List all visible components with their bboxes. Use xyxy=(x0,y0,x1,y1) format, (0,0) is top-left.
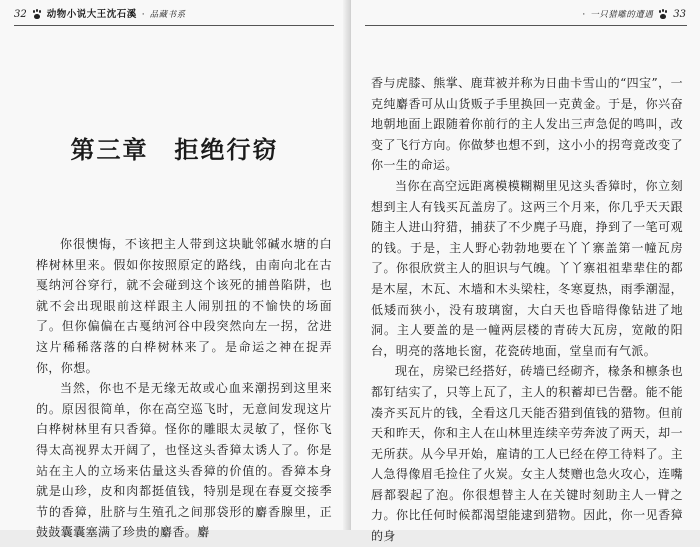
paragraph: 现在，房梁已经搭好，砖墙已经砌齐，椽条和檩条也都钉结实了，只等上瓦了，主人的积蓄却已告罄。能不能凑齐买瓦片的钱，全看这几天能否猎到值钱的猎物。但前天和昨天，你和主人在山林里连续辛劳奔波了两天，却一无所获。从今早开始，雇请的工人已经在停工待料了。主人急得像眉毛捡住了火炭。女主人焚赠也急火攻心，连嘴唇都裂起了泡。你很想替主人在关键时刻助主人一臂之力。你比任何时候都渴望能逮到猎物。因此，你一见香獐的身 xyxy=(371,364,683,544)
paw-print-icon xyxy=(658,10,668,20)
left-page-number: 32 xyxy=(14,9,27,20)
right-page-number: 33 xyxy=(673,9,686,20)
running-title: 一只猎雕的遭遇 xyxy=(590,10,654,20)
paw-print-icon xyxy=(32,10,42,20)
right-body-text xyxy=(371,73,683,547)
left-body-text xyxy=(36,234,332,543)
series-subtitle: 品藏书系 xyxy=(149,10,186,20)
paragraph: 你很懊悔，不该把主人带到这块眦邻碱水塘的白桦树林里来。假如你按照原定的路线，由南向北在古戛纳河谷穿行，就不会碰到这个该死的捕兽陷阱，也就不会出现眼前这样跟主人闹别扭的不愉快的场面了。但你偏偏在古戛纳河谷中段突然向左一拐，岔进这片稀稀落落的白桦树林来了。是命运之神在捉弄你，你想。 xyxy=(36,237,332,375)
paragraph: 香与虎膝、熊掌、鹿茸被并称为日曲卡雪山的“四宝”，一克纯麝香可从山货贩子手里换回一克黄金。于是，你兴奋地朝地面上跟随着你前行的主人发出三声急促的鸣叫，改变了飞行方向。你做梦也想不到，这小小的拐弯竟改变了你一生的命运。 xyxy=(371,76,683,173)
left-header xyxy=(14,8,186,22)
left-page xyxy=(0,0,349,540)
header-separator: · xyxy=(141,10,145,20)
paragraph: 当然，你也不是无缘无故或心血来潮拐到这里来的。原因很简单，你在高空巡飞时，无意间发现这片白桦树林里有只香獐。怪你的雕眼太灵敏了，怪你飞得太高视界太开阔了，也怪这头香獐太诱人了。你是站在主人的立场来估量这头香獐的价值的。香獐本身就是山珍，皮和肉都挺值钱，特别是现在春夏交接季节的香獐，肚脐与生殖孔之间那袋形的麝香腺里，正鼓鼓囊囊塞满了珍贵的麝香。麝 xyxy=(36,381,332,540)
right-page xyxy=(351,0,700,544)
chapter-title: 第三章 拒绝行窃 xyxy=(70,136,279,164)
right-header-rule xyxy=(365,25,687,26)
left-header-rule xyxy=(14,25,334,26)
right-header xyxy=(582,8,686,22)
series-title: 动物小说大王沈石溪 xyxy=(46,9,137,20)
paragraph: 当你在高空远距离模模糊糊里见这头香獐时，你立刻想到主人有钱买瓦盖房了。这两三个月来，你几乎天天跟随主人进山狩猎，捕获了不少麂子马鹿，挣到了一笔可观的钱。于是，主人野心勃勃地要在丫丫寨盖第一幢瓦房了。你很欣赏主人的胆识与气魄。丫丫寨祖祖辈辈住的都是木屋，木瓦、木墙和木头梁柱，冬寒夏热，雨季潮湿，低矮而狭小，没有玻璃窗，大白天也昏暗得像钻进了地洞。主人要盖的是一幢两层楼的青砖大瓦房，宽敞的阳台，明亮的落地长窗，花瓷砖地面，堂皇而有气派。 xyxy=(371,178,683,358)
header-separator: · xyxy=(582,10,586,20)
